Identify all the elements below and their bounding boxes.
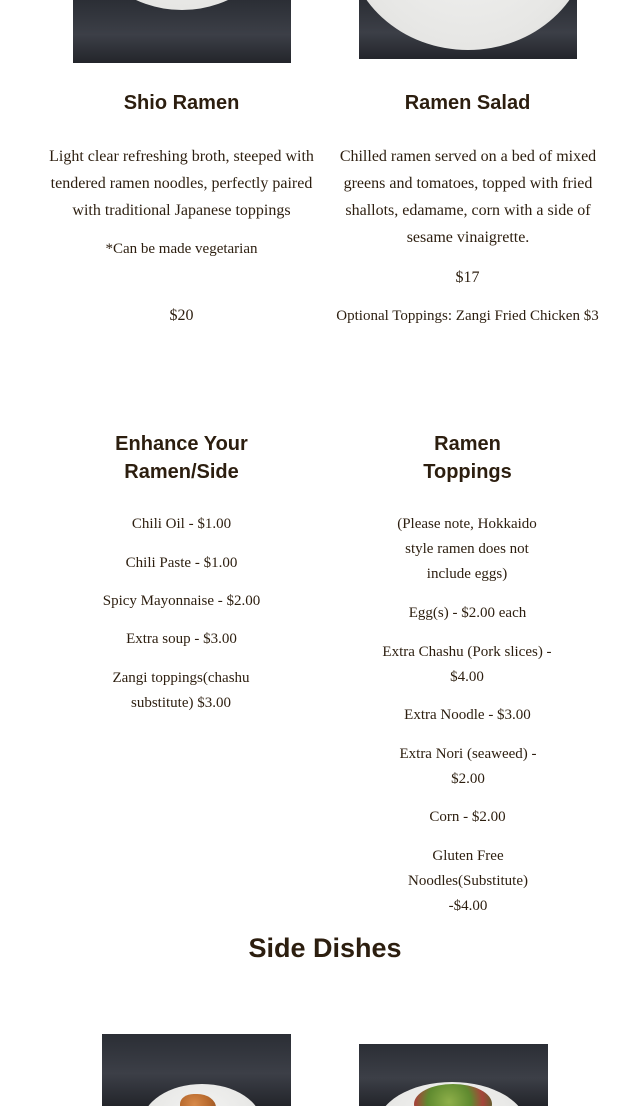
salad-plate-image xyxy=(359,0,577,50)
topping-item: Extra Noodle - $3.00 xyxy=(404,707,531,723)
ramen-salad-title: Ramen Salad xyxy=(404,92,531,114)
enhance-item: Extra soup - $3.00 xyxy=(126,631,237,647)
shio-ramen-note: *Can be made vegetarian xyxy=(105,241,258,257)
topping-item: Corn - $2.00 xyxy=(429,809,506,825)
enhance-title-line1: Enhance Your xyxy=(115,433,248,455)
enhance-title-line2: Ramen/Side xyxy=(124,461,239,483)
topping-item: Gluten Free Noodles(Substitute) -$4.00 xyxy=(408,848,528,914)
topping-item: Extra Chashu (Pork slices) - $4.00 xyxy=(382,644,552,685)
enhance-item: Spicy Mayonnaise - $2.00 xyxy=(102,593,261,609)
toppings-title-line2: Toppings xyxy=(423,461,512,483)
topping-item: Egg(s) - $2.00 each xyxy=(408,605,527,621)
ramen-salad-price: $17 xyxy=(455,269,480,286)
enhance-item: Chili Oil - $1.00 xyxy=(131,516,232,532)
shio-ramen-title: Shio Ramen xyxy=(123,92,240,114)
side-dish-photo-1 xyxy=(102,1034,291,1106)
shio-ramen-photo xyxy=(73,0,291,63)
ramen-salad-photo xyxy=(359,0,577,59)
enhance-title xyxy=(40,430,323,486)
ramen-bowl-image xyxy=(87,0,277,10)
shio-ramen-description: Light clear refreshing broth, steeped with tendered ramen noodles, perfectly paired with traditional Japanese toppings xyxy=(49,148,314,219)
side-dishes-title: Side Dishes xyxy=(248,933,402,963)
ramen-salad-description: Chilled ramen served on a bed of mixed greens and tomatoes, topped with fried shallots, edamame, corn with a side of sesame vinaigrette. xyxy=(339,148,597,246)
toppings-title-line1: Ramen xyxy=(434,433,501,455)
enhance-item: Chili Paste - $1.00 xyxy=(125,555,238,571)
side-dish-photo-2 xyxy=(359,1044,548,1106)
topping-item: Extra Nori (seaweed) - $2.00 xyxy=(399,746,537,787)
enhance-item: Zangi toppings(chashu substitute) $3.00 xyxy=(112,670,250,711)
toppings-note: (Please note, Hokkaido style ramen does not include eggs) xyxy=(397,516,537,582)
toppings-title xyxy=(326,430,609,486)
shio-ramen-price: $20 xyxy=(169,307,194,324)
ramen-salad-optional-toppings: Optional Toppings: Zangi Fried Chicken $3 xyxy=(336,308,599,324)
